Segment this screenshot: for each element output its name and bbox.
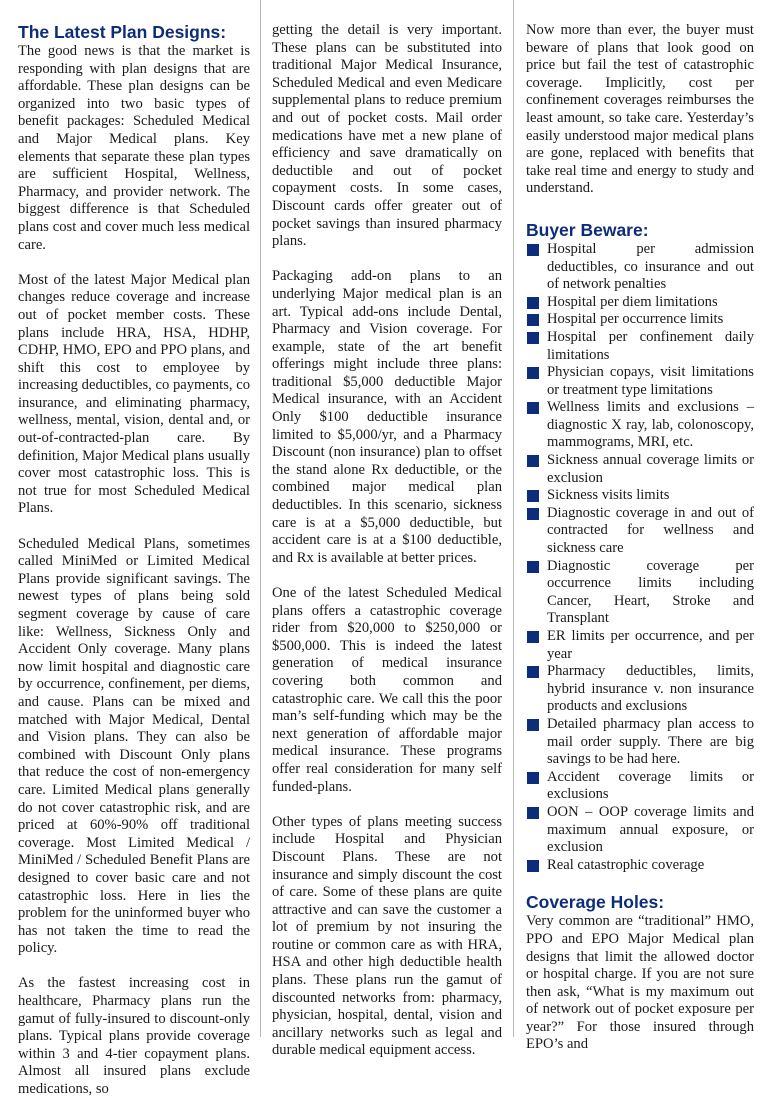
list-item <box>526 241 754 294</box>
paragraph: As the fastest increasing cost in healthcare, Pharmacy plans run the gamut of fully-insured to discount-only plans. Typical plans provide coverage within 3 and 4-tier copayment plans. Almost all insured plans exclude medications, so <box>18 975 250 1098</box>
column-divider-left <box>260 0 261 1037</box>
list-item-text: Real catastrophic coverage <box>547 856 705 873</box>
list-item-text: Hospital per diem limitations <box>547 293 718 310</box>
list-item <box>526 804 754 857</box>
paragraph: Most of the latest Major Medical plan changes reduce coverage and increase out of pocket member costs. These plans include HRA, HSA, HDHP, CDHP, HMO, EPO and PPO plans, and shift this cost to employee by increasing deductibles, co payments, co insurance, and eliminating pharmacy, wellness, mental, vision, dental and, or out-of-contracted-plan care. By definition, Major Medical plans usually cover most catastrophic loss. This is not true for most Scheduled Medical Plans. <box>18 271 250 517</box>
column-3 <box>526 22 754 1054</box>
square-bullet-icon <box>527 332 539 344</box>
list-item <box>526 452 754 487</box>
list-item-text: Hospital per confinement daily limitations <box>547 328 754 363</box>
heading-buyer-beware: Buyer Beware: <box>526 219 649 240</box>
paragraph: One of the latest Scheduled Medical plans offers a catastrophic coverage rider from $20,000 to $250,000 or $500,000. This is indeed the latest generation of medical insurance covering both common and catastrophic care. We call this the poor man’s self-funding which may be the next generation of affordable major medical insurance. These programs offer real consideration for many self funded-plans. <box>272 585 502 795</box>
square-bullet-icon <box>527 719 539 731</box>
list-item <box>526 558 754 628</box>
buyer-beware-list <box>526 241 754 874</box>
square-bullet-icon <box>527 666 539 678</box>
list-item <box>526 663 754 716</box>
list-item <box>526 769 754 804</box>
list-item <box>526 311 754 329</box>
square-bullet-icon <box>527 402 539 414</box>
list-item-text: Detailed pharmacy plan access to mail order supply. There are big savings to be had here. <box>547 715 754 768</box>
paragraph: Packaging add-on plans to an underlying Major medical plan is an art. Typical add-ons include Dental, Pharmacy and Vision coverage. For example, state of the art benefit offerings might include three plans: traditional $5,000 deductible Major Medical insurance, with an Accident Only $100 deductible insurance limited to $5,000/yr, and a Pharmacy Discount (non insurance) plan to offset the stand alone Rx deductible, or the combined major medical plan deductibles. In this scenario, sickness care is at a $5,000 deductible, but accident care is at a $100 deductible, and Rx is available at better prices. <box>272 268 502 566</box>
paragraph: Other types of plans meeting success include Hospital and Physician Discount Plans. These are not insurance and simply discount the cost of care. Some of these plans are quite attractive and can save the customer a lot of premium by not insuring the routine or common care as with HRA, HSA and other high deductible health plans. These plans run the gamut of discounted networks from: pharmacy, physician, hospital, dental, vision and ancillary networks such as legal and durable medical equipment access. <box>272 813 502 1059</box>
square-bullet-icon <box>527 561 539 573</box>
list-item <box>526 857 754 875</box>
spacer <box>526 874 754 892</box>
list-item <box>526 364 754 399</box>
list-item <box>526 487 754 505</box>
paragraph: Very common are “traditional” HMO, PPO and EPO Major Medical plan designs that limit the allowed doctor or hospital charge. If you are not sure then ask, “What is my maximum out of network out of pocket exposure per year?” For those insured through EPO’s and <box>526 913 754 1053</box>
list-item-text: Diagnostic coverage per occurrence limits including Cancer, Heart, Stroke and Transplant <box>547 557 754 627</box>
column-2 <box>272 22 502 1060</box>
list-item-text: Wellness limits and exclusions – diagnostic X ray, lab, colonoscopy, mammograms, MRI, etc. <box>547 399 754 451</box>
list-item-text: Sickness annual coverage limits or exclusion <box>547 452 754 486</box>
heading-latest-plan-designs: The Latest Plan Designs: <box>18 22 227 42</box>
square-bullet-icon <box>527 314 539 326</box>
paragraph: Scheduled Medical Plans, sometimes called MiniMed or Limited Medical Plans provide significant savings. The newest types of plans being sold segment coverage by cause of care like: Wellness, Sickness Only and Accident Only coverage. Many plans now limit hospital and diagnostic care by occurrence, confinement, per diems, and cause. Plans can be mixed and matched with Major Medical, Dental and Vision plans. They can also be combined with Discount Only plans that reduce the cost of non-emergency care. Limited Medical plans generally do not cover catastrophic risk, and are priced at 60%-90% off traditional coverage. Most Limited Medical / MiniMed / Scheduled Benefit Plans are designed to cover basic care and not catastrophic loss. Here in lies the problem for the uninformed buyer who has not taken the time to read the policy. <box>18 535 250 957</box>
list-item-text: ER limits per occurrence, and per year <box>547 628 754 662</box>
column-1 <box>18 22 250 1099</box>
square-bullet-icon <box>527 297 539 309</box>
square-bullet-icon <box>527 860 539 872</box>
square-bullet-icon <box>527 807 539 819</box>
square-bullet-icon <box>527 772 539 784</box>
paragraph: getting the detail is very important. These plans can be substituted into traditional Major Medical Insurance, Scheduled Medical and even Medicare supplemental plans to reduce premium and out of pocket costs. Mail order medications have met a new plane of efficiency and save dramatically on deductible and out of pocket copayment costs. In some cases, Discount cards offer greater out of pocket savings than insured pharmacy plans. <box>272 22 502 250</box>
list-item-text: Hospital per admission deductibles, co insurance and out of network penalties <box>547 240 754 293</box>
paragraph: Now more than ever, the buyer must beware of plans that look good on price but fail the test of catastrophic coverage. Implicitly, cost per confinement coverages reimburses the least amount, so take care. Yesterday’s easily understood major medical plans are gone, replaced with benefits that take real time and energy to study and understand. <box>526 22 754 197</box>
heading-coverage-holes: Coverage Holes: <box>526 892 665 913</box>
square-bullet-icon <box>527 244 539 256</box>
list-item <box>526 628 754 663</box>
spacer <box>526 198 754 220</box>
list-item-text: Diagnostic coverage in and out of contracted for wellness and sickness care <box>547 504 754 557</box>
square-bullet-icon <box>527 631 539 643</box>
square-bullet-icon <box>527 508 539 520</box>
list-item <box>526 294 754 312</box>
list-item-text: Accident coverage limits or exclusions <box>547 768 754 803</box>
square-bullet-icon <box>527 367 539 379</box>
list-item <box>526 716 754 769</box>
list-item <box>526 329 754 364</box>
list-item-text: Pharmacy deductibles, limits, hybrid insurance v. non insurance products and exclusions <box>547 663 754 715</box>
paragraph: The good news is that the market is responding with plan designs that are affordable. These plan designs can be organized into two basic types of benefit packages: Scheduled Medical and Major Medical plans. Key elements that separate these plan types are sufficient Hospital, Wellness, Pharmacy, and provider network. The biggest difference is that Scheduled plans cost and cover much less medical care. <box>18 43 250 253</box>
square-bullet-icon <box>527 455 539 467</box>
list-item <box>526 505 754 558</box>
list-item <box>526 399 754 452</box>
column-divider-right <box>513 0 514 1037</box>
list-item-text: Physician copays, visit limitations or treatment type limitations <box>547 364 754 398</box>
list-item-text: OON – OOP coverage limits and maximum annual exposure, or exclusion <box>547 803 754 856</box>
list-item-text: Hospital per occurrence limits <box>547 311 724 328</box>
square-bullet-icon <box>527 490 539 502</box>
list-item-text: Sickness visits limits <box>547 487 670 504</box>
